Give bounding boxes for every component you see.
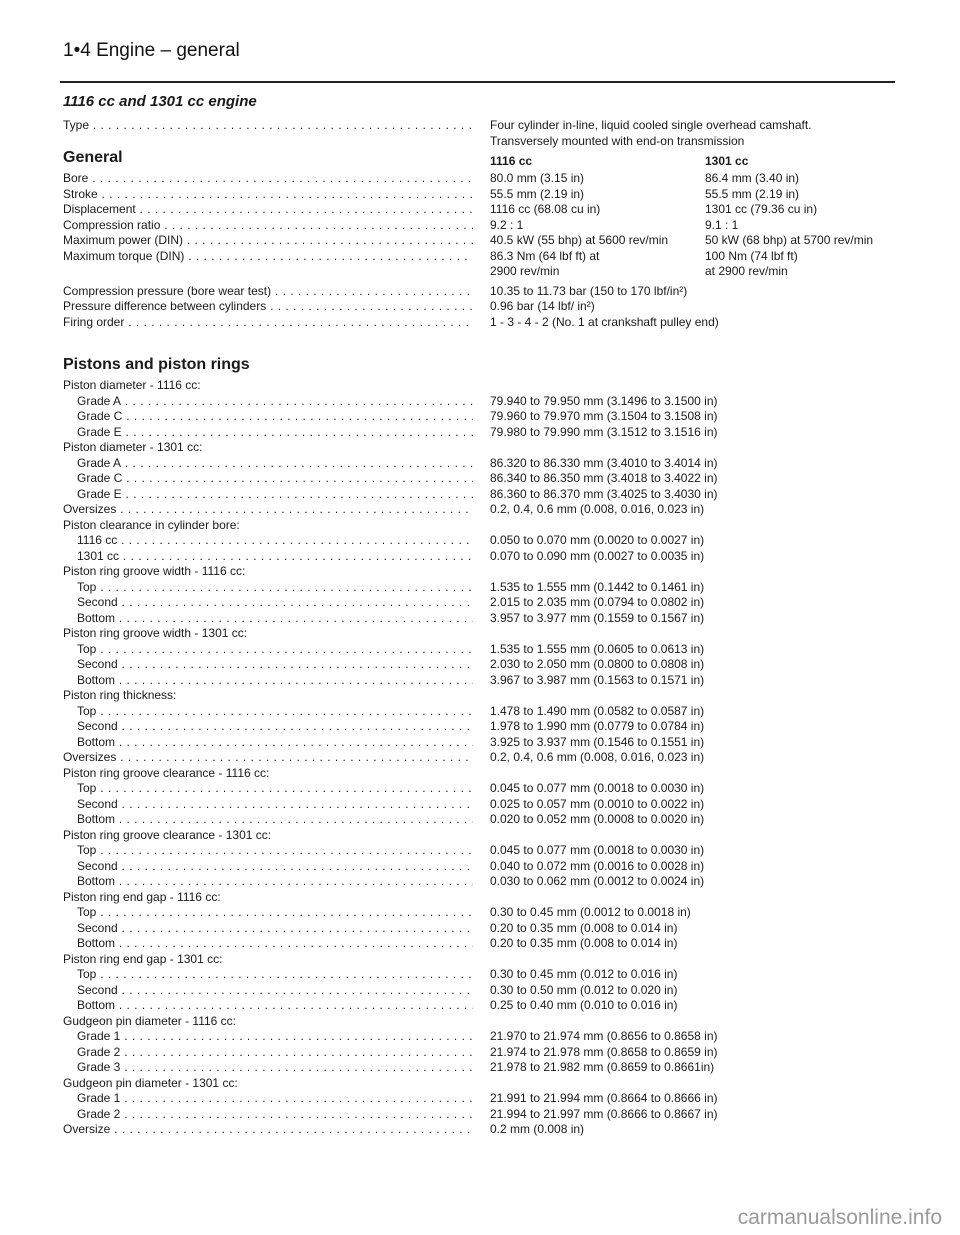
spec-label: Grade C . . . <box>77 471 473 487</box>
spec-label: Maximum torque (DIN) . . . <box>63 249 473 265</box>
spec-value-1116: 9.2 : 1 <box>490 217 524 232</box>
general-spec-row <box>63 218 903 234</box>
spec-label: Top . . . <box>77 781 473 797</box>
spec-value: 2.030 to 2.050 mm (0.0800 to 0.0808 in) <box>490 657 705 671</box>
spec-label: Oversizes . . . <box>63 502 473 518</box>
spec-value: 1.978 to 1.990 mm (0.0779 to 0.0784 in) <box>490 719 705 733</box>
spec-value: 21.974 to 21.978 mm (0.8658 to 0.8659 in) <box>490 1044 718 1059</box>
spec-value-1116: 55.5 mm (2.19 in) <box>490 186 585 201</box>
spec-label: Second . . . <box>77 595 473 611</box>
spec-value: 1.535 to 1.555 mm (0.0605 to 0.0613 in) <box>490 641 705 656</box>
spec-label: Bottom . . . <box>77 936 473 952</box>
page-title: 1•4 Engine – general <box>63 40 240 61</box>
spec-value: 86.360 to 86.370 mm (3.4025 to 3.4030 in) <box>490 486 718 501</box>
type-label: Type . . . <box>63 118 473 134</box>
piston-spec-row <box>63 998 903 1014</box>
spec-label: Bore . . . <box>63 171 473 187</box>
spec-value-1301: 9.1 : 1 <box>705 217 739 232</box>
piston-spec-row <box>63 1060 903 1076</box>
spec-label: Top . . . <box>77 843 473 859</box>
piston-spec-row <box>63 921 903 937</box>
spec-value: 21.970 to 21.974 mm (0.8656 to 0.8658 in) <box>490 1029 718 1043</box>
spec-value: 0.070 to 0.090 mm (0.0027 to 0.0035 in) <box>490 548 705 563</box>
pistons-heading: Pistons and piston rings <box>63 356 250 373</box>
spec-label: Grade C . . . <box>77 409 473 425</box>
spec-label: Top . . . <box>77 580 473 596</box>
spec-value-1301: 100 Nm (74 lbf ft) at 2900 rev/min <box>705 248 798 278</box>
piston-spec-row <box>63 936 903 952</box>
general-spec-row <box>63 202 903 218</box>
section-gap <box>63 330 903 356</box>
spec-label: Top . . . <box>77 642 473 658</box>
piston-spec-row <box>63 859 903 875</box>
spec-value: 0.2, 0.4, 0.6 mm (0.008, 0.016, 0.023 in) <box>490 502 705 516</box>
spec-label: Piston clearance in cylinder bore: <box>63 517 240 532</box>
spec-value: 0.30 to 0.50 mm (0.012 to 0.020 in) <box>490 982 678 997</box>
piston-spec-row <box>63 471 903 487</box>
spec-value: 3.967 to 3.987 mm (0.1563 to 0.1571 in) <box>490 672 705 687</box>
spec-label: Second . . . <box>77 797 473 813</box>
spec-label: Second . . . <box>77 719 473 735</box>
piston-spec-row <box>63 890 903 906</box>
general-heading: General <box>63 149 123 166</box>
header-rule <box>60 81 895 83</box>
spec-label: 1116 cc . . . <box>77 533 473 549</box>
spec-value-1116: 10.35 to 11.73 bar (150 to 170 lbf/in²) <box>490 283 688 298</box>
spec-label: Top . . . <box>77 905 473 921</box>
col-1116-heading: 1116 cc <box>490 154 533 168</box>
piston-spec-row <box>63 611 903 627</box>
spec-value: 0.045 to 0.077 mm (0.0018 to 0.0030 in) <box>490 843 705 857</box>
spec-label: Grade E . . . <box>77 487 473 503</box>
piston-spec-row <box>63 626 903 642</box>
spec-label: Pressure difference between cylinders . . . <box>63 299 473 315</box>
piston-spec-row <box>63 549 903 565</box>
spec-label: Piston ring end gap - 1116 cc: <box>63 889 221 904</box>
spec-value-1301: 55.5 mm (2.19 in) <box>705 186 800 201</box>
pistons-spec-list <box>63 378 903 1138</box>
spec-value: 1.535 to 1.555 mm (0.1442 to 0.1461 in) <box>490 579 705 594</box>
spec-value: 3.925 to 3.937 mm (0.1546 to 0.1551 in) <box>490 734 705 749</box>
spec-value: 0.20 to 0.35 mm (0.008 to 0.014 in) <box>490 920 678 935</box>
spec-label: Grade 2 . . . <box>77 1107 473 1123</box>
spec-value: 79.980 to 79.990 mm (3.1512 to 3.1516 in) <box>490 424 718 439</box>
piston-spec-row <box>63 905 903 921</box>
piston-spec-row <box>63 952 903 968</box>
spec-value: 79.940 to 79.950 mm (3.1496 to 3.1500 in) <box>490 393 718 408</box>
spec-value: 0.030 to 0.062 mm (0.0012 to 0.0024 in) <box>490 874 705 888</box>
spec-value: 0.2 mm (0.008 in) <box>490 1122 585 1136</box>
spec-label: Bottom . . . <box>77 812 473 828</box>
piston-spec-row <box>63 781 903 797</box>
spec-value: 86.340 to 86.350 mm (3.4018 to 3.4022 in) <box>490 471 718 485</box>
spec-value-1116: 0.96 bar (14 lbf/ in²) <box>490 299 595 313</box>
spec-label: Piston diameter - 1116 cc: <box>63 378 201 392</box>
spec-label: Firing order . . . <box>63 315 473 331</box>
spec-value: 1.478 to 1.490 mm (0.0582 to 0.0587 in) <box>490 703 705 718</box>
spec-label: Bottom . . . <box>77 874 473 890</box>
general-heading-row <box>63 149 903 171</box>
spec-label: Displacement . . . <box>63 202 473 218</box>
piston-spec-row <box>63 673 903 689</box>
spec-label: Grade A . . . <box>77 456 473 472</box>
spec-label: Piston ring end gap - 1301 cc: <box>63 951 223 966</box>
spec-value: 21.991 to 21.994 mm (0.8664 to 0.8666 in) <box>490 1091 718 1105</box>
general-spec-row <box>63 171 903 187</box>
piston-spec-row <box>63 735 903 751</box>
spec-content <box>63 118 903 1138</box>
piston-spec-row <box>63 1122 903 1138</box>
piston-spec-row <box>63 378 903 394</box>
piston-spec-row <box>63 425 903 441</box>
spec-label: Gudgeon pin diameter - 1301 cc: <box>63 1075 238 1090</box>
spec-value: 0.020 to 0.052 mm (0.0008 to 0.0020 in) <box>490 812 705 826</box>
spec-value-1116: 80.0 mm (3.15 in) <box>490 171 585 185</box>
spec-label: Gudgeon pin diameter - 1116 cc: <box>63 1013 236 1028</box>
piston-spec-row <box>63 1014 903 1030</box>
piston-spec-row <box>63 828 903 844</box>
piston-spec-row <box>63 580 903 596</box>
spec-value: 0.30 to 0.45 mm (0.012 to 0.016 in) <box>490 967 678 981</box>
watermark: carmanualsonline.info <box>737 1206 942 1229</box>
spec-value: 0.025 to 0.057 mm (0.0010 to 0.0022 in) <box>490 796 705 811</box>
spec-label: Piston ring groove clearance - 1116 cc: <box>63 765 270 780</box>
type-row <box>63 118 903 149</box>
piston-spec-row <box>63 843 903 859</box>
general-spec-row <box>63 284 903 300</box>
spec-label: Bottom . . . <box>77 998 473 1014</box>
spec-value-1116: 1116 cc (68.08 cu in) <box>490 202 601 216</box>
spec-label: Grade A . . . <box>77 394 473 410</box>
spec-label: Second . . . <box>77 921 473 937</box>
spec-label: Compression ratio . . . <box>63 218 473 234</box>
general-spec-row <box>63 249 903 280</box>
general-spec-row <box>63 315 903 331</box>
spec-label: Bottom . . . <box>77 735 473 751</box>
spec-label: Stroke . . . <box>63 187 473 203</box>
spec-label: Second . . . <box>77 859 473 875</box>
piston-spec-row <box>63 440 903 456</box>
spec-label: Grade E . . . <box>77 425 473 441</box>
spec-label: Piston ring groove clearance - 1301 cc: <box>63 827 272 842</box>
spec-label: Bottom . . . <box>77 611 473 627</box>
spec-label: Oversizes . . . <box>63 750 473 766</box>
piston-spec-row <box>63 595 903 611</box>
general-spec-row <box>63 187 903 203</box>
spec-value: 0.25 to 0.40 mm (0.010 to 0.016 in) <box>490 998 678 1012</box>
piston-spec-row <box>63 409 903 425</box>
spec-label: Grade 2 . . . <box>77 1045 473 1061</box>
piston-spec-row <box>63 1091 903 1107</box>
spec-value: 86.320 to 86.330 mm (3.4010 to 3.4014 in) <box>490 455 718 470</box>
piston-spec-row <box>63 750 903 766</box>
spec-value: 0.045 to 0.077 mm (0.0018 to 0.0030 in) <box>490 781 705 795</box>
piston-spec-row <box>63 564 903 580</box>
piston-spec-row <box>63 874 903 890</box>
general-spec-row <box>63 233 903 249</box>
piston-spec-row <box>63 719 903 735</box>
section-title: 1116 cc and 1301 cc engine <box>63 93 257 110</box>
piston-spec-row <box>63 1076 903 1092</box>
spec-value-1301: 50 kW (68 bhp) at 5700 rev/min <box>705 233 874 247</box>
spec-value: 0.20 to 0.35 mm (0.008 to 0.014 in) <box>490 936 678 950</box>
piston-spec-row <box>63 518 903 534</box>
spec-value: 21.978 to 21.982 mm (0.8659 to 0.8661in) <box>490 1060 715 1074</box>
spec-value-1116: 1 - 3 - 4 - 2 (No. 1 at crankshaft pulley end) <box>490 314 719 329</box>
spec-value: 0.040 to 0.072 mm (0.0016 to 0.0028 in) <box>490 858 705 873</box>
piston-spec-row <box>63 456 903 472</box>
spec-value: 0.2, 0.4, 0.6 mm (0.008, 0.016, 0.023 in) <box>490 750 705 764</box>
piston-spec-row <box>63 533 903 549</box>
general-spec-row <box>63 299 903 315</box>
spec-label: Second . . . <box>77 983 473 999</box>
spec-value: 79.960 to 79.970 mm (3.1504 to 3.1508 in) <box>490 409 718 423</box>
spec-value: 0.30 to 0.45 mm (0.0012 to 0.0018 in) <box>490 905 691 919</box>
piston-spec-row <box>63 967 903 983</box>
piston-spec-row <box>63 657 903 673</box>
piston-spec-row <box>63 704 903 720</box>
piston-spec-row <box>63 642 903 658</box>
spec-label: Top . . . <box>77 967 473 983</box>
spec-label: Maximum power (DIN) . . . <box>63 233 473 249</box>
col-1301-heading: 1301 cc <box>705 154 749 168</box>
piston-spec-row <box>63 487 903 503</box>
piston-spec-row <box>63 983 903 999</box>
spec-label: Grade 1 . . . <box>77 1091 473 1107</box>
spec-label: Piston ring groove width - 1301 cc: <box>63 626 248 640</box>
piston-spec-row <box>63 394 903 410</box>
piston-spec-row <box>63 766 903 782</box>
piston-spec-row <box>63 502 903 518</box>
piston-spec-row <box>63 797 903 813</box>
spec-value: 3.957 to 3.977 mm (0.1559 to 0.1567 in) <box>490 610 705 625</box>
piston-spec-row <box>63 1107 903 1123</box>
spec-label: Grade 3 . . . <box>77 1060 473 1076</box>
spec-label: Piston ring groove width - 1116 cc: <box>63 564 246 578</box>
piston-spec-row <box>63 812 903 828</box>
spec-label: Compression pressure (bore wear test) . . . <box>63 284 473 300</box>
spec-value: 2.015 to 2.035 mm (0.0794 to 0.0802 in) <box>490 595 705 609</box>
spec-label: Grade 1 . . . <box>77 1029 473 1045</box>
piston-spec-row <box>63 1045 903 1061</box>
piston-spec-row <box>63 688 903 704</box>
spec-value: 21.994 to 21.997 mm (0.8666 to 0.8667 in) <box>490 1106 718 1121</box>
spec-value: 0.050 to 0.070 mm (0.0020 to 0.0027 in) <box>490 533 705 547</box>
piston-spec-row <box>63 1029 903 1045</box>
spec-label: Piston diameter - 1301 cc: <box>63 440 203 454</box>
spec-label: Second . . . <box>77 657 473 673</box>
spec-label: Piston ring thickness: <box>63 688 177 702</box>
spec-label: 1301 cc . . . <box>77 549 473 565</box>
general-spec-list <box>63 171 903 330</box>
spec-label: Bottom . . . <box>77 673 473 689</box>
spec-value-1301: 86.4 mm (3.40 in) <box>705 171 800 185</box>
spec-value-1116: 40.5 kW (55 bhp) at 5600 rev/min <box>490 233 669 247</box>
spec-label: Oversize . . . <box>63 1122 473 1138</box>
type-value: Four cylinder in-line, liquid cooled single overhead camshaft. Transversely mounted with end-on transmission <box>490 118 812 148</box>
spec-label: Top . . . <box>77 704 473 720</box>
spec-value-1116: 86.3 Nm (64 lbf ft) at 2900 rev/min <box>490 248 600 278</box>
spec-value-1301: 1301 cc (79.36 cu in) <box>705 202 818 216</box>
